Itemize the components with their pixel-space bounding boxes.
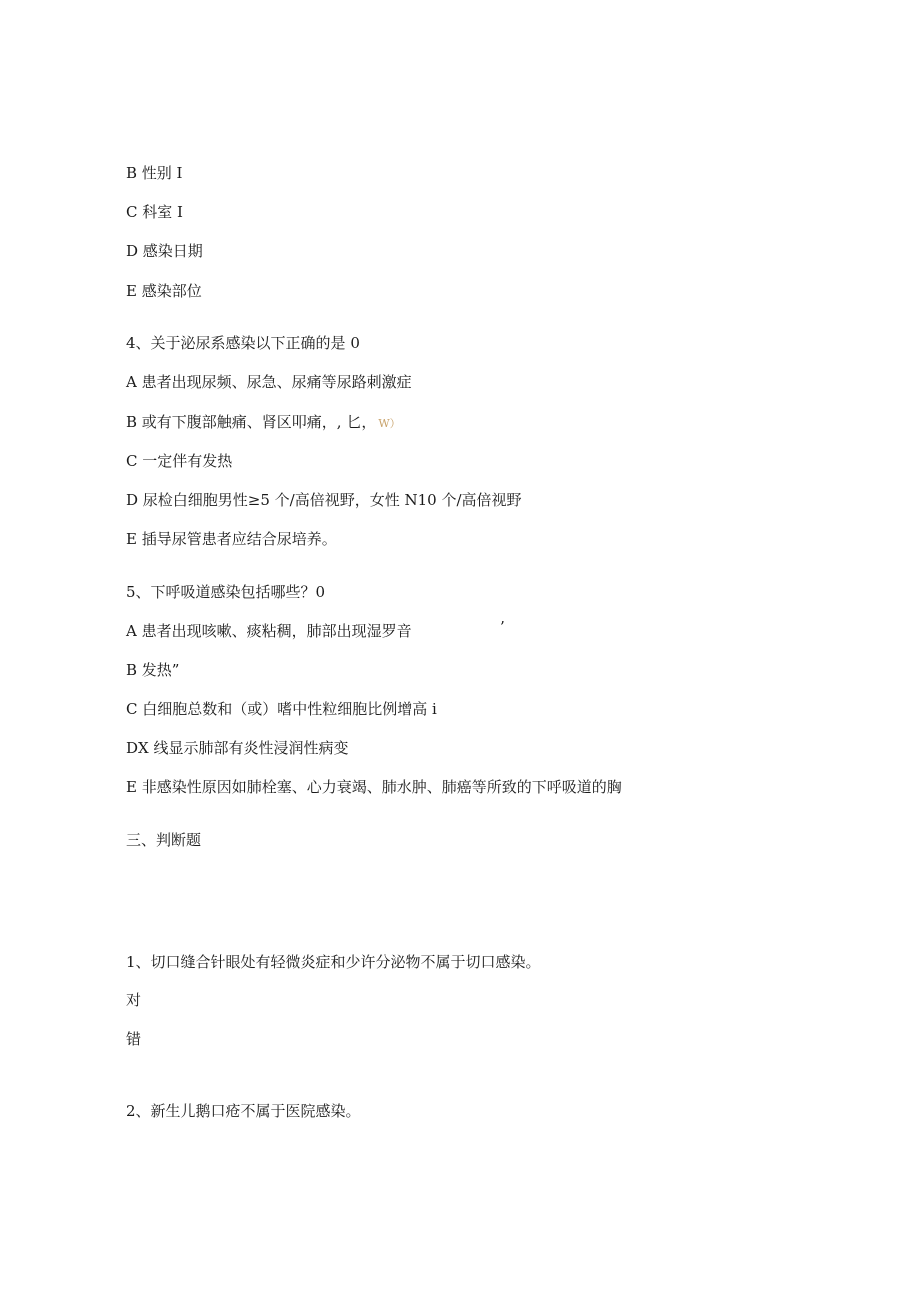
q5-option-d: DX 线显示肺部有炎性浸润性病变 [126,739,349,757]
q4-option-a: A 患者出现尿频、尿急、尿痛等尿路刺激症 [126,373,412,391]
q4-option-b: B 或有下腹部触痛、肾区叩痛，, 匕， [126,413,377,431]
q5-stem: 5、下呼吸道感染包括哪些？0 [126,583,326,601]
q3-option-d: D 感染日期 [126,242,203,260]
q5-option-a-mark: ’ [500,618,505,636]
q4-option-b-stray: W） [378,417,401,430]
q4-option-b-row [126,412,401,432]
tf1-stem: 1、切口缝合针眼处有轻微炎症和少许分泌物不属于切口感染。 [126,953,541,971]
q4-option-c: C 一定伴有发热 [126,452,233,470]
tf1-option-true: 对 [126,991,142,1009]
q5-option-a: A 患者出现咳嗽、痰粘稠，肺部出现湿罗音 [126,622,412,640]
q4-option-e: E 插导尿管患者应结合尿培养。 [126,530,337,548]
tf2-stem: 2、新生儿鹅口疮不属于医院感染。 [126,1102,361,1120]
q4-option-d: D 尿检白细胞男性≥5 个/高倍视野，女性 N10 个/高倍视野 [126,491,522,509]
section-heading-true-false: 三、判断题 [126,831,202,849]
q3-option-e: E 感染部位 [126,282,202,300]
q5-option-b: B 发热” [126,661,180,679]
q3-option-c: C 科室 I [126,203,183,221]
q4-stem: 4、关于泌尿系感染以下正确的是 0 [126,334,360,352]
q3-option-b: B 性别 I [126,164,183,182]
q5-option-c: C 白细胞总数和（或）嗜中性粒细胞比例增高 i [126,700,437,718]
tf1-option-false: 错 [126,1030,142,1048]
q5-option-e: E 非感染性原因如肺栓塞、心力衰竭、肺水肿、肺癌等所致的下呼吸道的胸 [126,778,622,796]
